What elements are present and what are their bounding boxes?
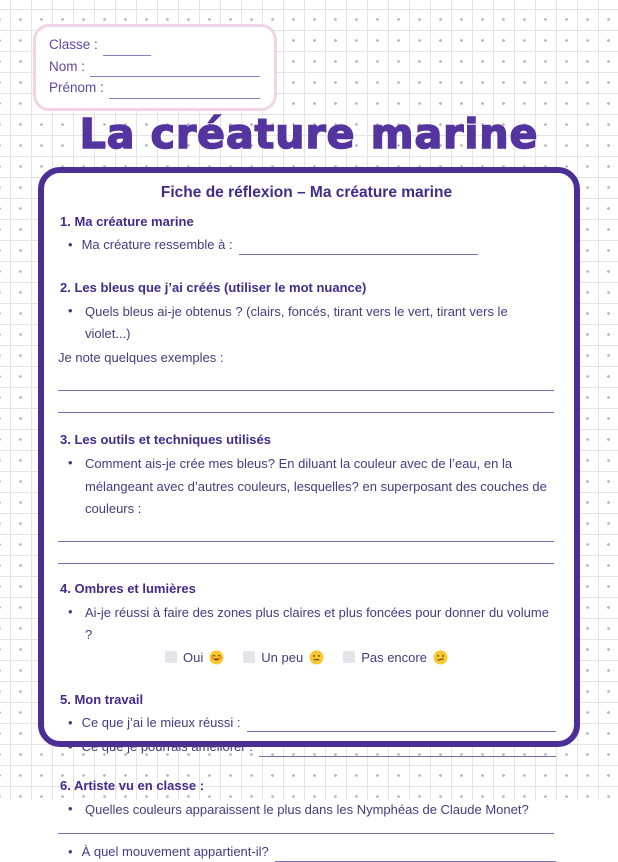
section-5-bullet-2-text: Ce que je pourrais améliorer :: [81, 739, 253, 755]
nom-label: Nom :: [49, 58, 86, 74]
bullet-icon: •: [68, 844, 73, 860]
section-5-bullet-1: [68, 713, 556, 733]
option-un-peu: [243, 650, 324, 665]
neutral-face-icon: [309, 650, 324, 665]
section-1-title: 1. Ma créature marine: [60, 214, 194, 229]
bullet-icon: •: [68, 455, 73, 471]
section-6-bullet-2-text: À quel mouvement appartient-il?: [81, 844, 269, 860]
reflection-sheet: [38, 167, 580, 860]
section-6-bullet-1-text: Quelles couleurs apparaissent le plus dans les Nymphéas de Claude Monet?: [85, 801, 529, 817]
answer-line-ameliorer[interactable]: [259, 742, 556, 757]
sheet-heading: Fiche de réflexion – Ma créature marine: [160, 184, 453, 201]
answer-line-mouvement[interactable]: [275, 847, 556, 862]
nom-row: [49, 56, 260, 78]
un-peu-checkbox[interactable]: [243, 651, 255, 663]
section-4-bullet-text: Ai-je réussi à faire des zones plus claires et plus foncées pour donner du volume ?: [85, 604, 549, 642]
answer-line-reussi[interactable]: [247, 717, 556, 732]
section-4-bullet: [68, 602, 556, 646]
section-5-bullet-2: [68, 737, 556, 757]
section-1-bullet: [68, 235, 556, 255]
section-1-bullet-text: Ma créature ressemble à :: [81, 237, 233, 252]
section-3-bullet: [68, 453, 556, 519]
section-2-bullet: [68, 301, 556, 345]
answer-line-creature[interactable]: [239, 240, 478, 255]
bullet-icon: •: [68, 237, 73, 252]
page-title: La créature marine: [79, 110, 539, 158]
option-pas-encore: [343, 650, 448, 665]
classe-row: [49, 34, 260, 56]
section-6-bullet-1: [68, 799, 556, 821]
smiling-face-icon: [209, 650, 224, 665]
section-3-bullet-text: Comment ais-je crée mes bleus? En diluant la couleur avec de l’eau, en la mélangeant avec d’autres couleurs, lesquelles? en superposant des couches de couleurs :: [85, 456, 547, 516]
bullet-icon: •: [68, 800, 73, 816]
nom-input-line[interactable]: [90, 62, 260, 77]
answer-line-examples-2[interactable]: [58, 412, 554, 413]
answer-line-monet[interactable]: [58, 833, 554, 834]
oui-label: Oui: [183, 649, 204, 665]
section-2-bullet-text: Quels bleus ai-je obtenus ? (clairs, foncés, tirant vers le vert, tirant vers le violet...): [85, 303, 508, 341]
bullet-icon: •: [68, 302, 73, 318]
answer-line-techniques-2[interactable]: [58, 563, 554, 564]
option-oui: [165, 650, 224, 665]
section-6-bullet-2: [68, 842, 556, 862]
pas-encore-checkbox[interactable]: [343, 651, 355, 663]
section-2-note: Je note quelques exemples :: [58, 349, 224, 365]
answer-line-techniques-1[interactable]: [58, 541, 554, 542]
un-peu-label: Un peu: [261, 649, 304, 665]
classe-label: Classe :: [49, 37, 98, 52]
classe-input-line[interactable]: [103, 41, 151, 56]
bullet-icon: •: [68, 739, 73, 755]
section-4-title: 4. Ombres et lumières: [60, 580, 196, 596]
section-5-bullet-1-text: Ce que j’ai le mieux réussi :: [81, 714, 241, 730]
answer-line-examples-1[interactable]: [58, 390, 554, 391]
prenom-row: [49, 77, 260, 99]
oui-checkbox[interactable]: [165, 651, 177, 663]
student-info-box: [33, 24, 277, 111]
bullet-icon: •: [68, 714, 73, 730]
prenom-input-line[interactable]: [109, 84, 260, 99]
bullet-icon: •: [68, 603, 73, 619]
prenom-label: Prénom :: [49, 80, 104, 96]
section-6-title: 6. Artiste vu en classe :: [60, 777, 205, 793]
section-2-title: 2. Les bleus que j’ai créés (utiliser le mot nuance): [60, 279, 367, 295]
pas-encore-label: Pas encore: [361, 649, 427, 665]
volume-options-row: [57, 650, 556, 665]
section-5-title: 5. Mon travail: [60, 691, 144, 707]
section-3-title: 3. Les outils et techniques utilisés: [60, 432, 271, 448]
confused-face-icon: [433, 650, 448, 665]
